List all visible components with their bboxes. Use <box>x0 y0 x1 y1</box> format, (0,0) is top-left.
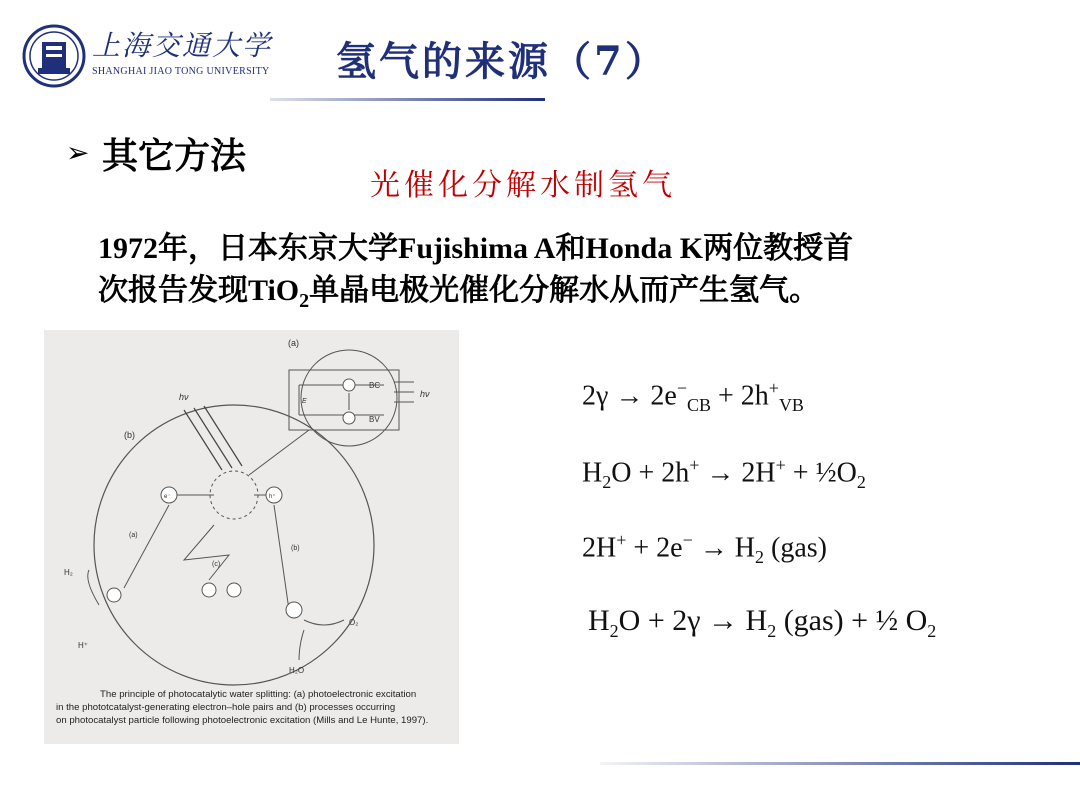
section-subtitle: 光催化分解水制氢气 <box>370 168 676 203</box>
equation-1: $2\gamma \to 2e^-_{CB} + 2h^+_{VB}$ <box>582 378 804 415</box>
equation-2: $H_2O + 2h^+ \to 2H^+$ + $\frac{1}{2}O_2$ <box>582 455 866 492</box>
caption-line-3: on photocatalyst particle following photoelectronic excitation (Mills and Le Hunte, 1997). <box>56 715 429 726</box>
fig-label-bc: BC <box>369 381 381 390</box>
university-seal-icon <box>22 24 86 88</box>
fig-label-b-mid: (b) <box>291 545 300 552</box>
fig-label-h2: H₂ <box>64 568 73 577</box>
footer-divider <box>600 762 1080 765</box>
equation-3: $2H^+ + 2e^- \to H_2$ (gas) <box>582 530 827 567</box>
fig-label-eg: E <box>302 398 307 405</box>
paragraph-line-1: 1972年，日本东京大学Fujishima A和Honda K两位教授首 <box>98 232 854 265</box>
header-divider <box>270 98 545 101</box>
fig-label-hv: hν <box>179 392 189 402</box>
figure-caption <box>56 688 456 727</box>
fig-label-hplus: H⁺ <box>78 641 88 650</box>
bullet-arrow-icon: ➢ <box>66 136 90 169</box>
photocatalysis-diagram <box>44 330 459 744</box>
fig-label-electron: e⁻ <box>164 494 171 500</box>
fig-label-a-top: (a) <box>288 338 299 348</box>
equation-4: $H_2O + 2\gamma \to H_2$ (gas) + ½ $O_2$ <box>588 604 937 641</box>
bullet-heading: 其它方法 <box>102 136 247 177</box>
paragraph-line-2: 次报告发现TiO$_2$单晶电极光催化分解水从而产生氢气。 <box>98 274 820 312</box>
fig-label-h2o: H₂O <box>289 666 305 675</box>
fig-label-hv-2: hν <box>420 389 430 399</box>
university-name-cn: 上海交通大学 <box>92 29 273 62</box>
page-title: 氢气的来源（7） <box>336 38 668 85</box>
fig-label-hole: h⁺ <box>269 494 276 500</box>
fig-label-o2: O₂ <box>349 618 359 627</box>
caption-line-2: in the phototcatalyst-generating electron–hole pairs and (b) processes occurring <box>56 702 396 713</box>
body-paragraph <box>98 228 1048 322</box>
fig-label-b-left: (b) <box>124 430 135 440</box>
fig-label-c: (c) <box>212 561 221 568</box>
fig-label-bv: BV <box>369 415 380 424</box>
caption-line-1: The principle of photocatalytic water splitting: (a) photoelectronic excitation <box>100 689 417 700</box>
fig-label-a-mid: (a) <box>129 532 138 539</box>
university-name-en: SHANGHAI JIAO TONG UNIVERSITY <box>92 66 270 77</box>
